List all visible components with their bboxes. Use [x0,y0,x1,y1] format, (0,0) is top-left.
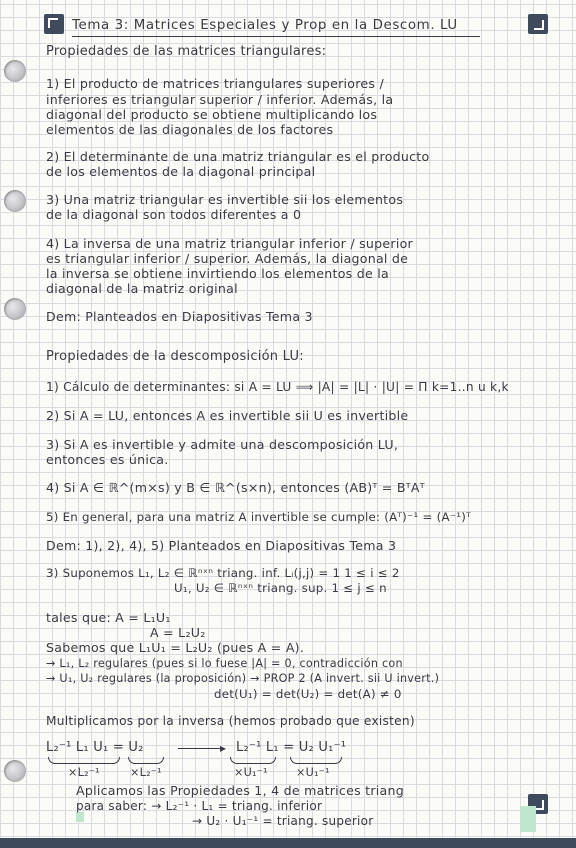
multiplier-1: ×L₂⁻¹ [68,766,100,779]
binder-hole-1 [4,60,26,82]
bottom-right-mint-strip [520,806,536,832]
page-title: Tema 3: Matrices Especiales y Prop en la Descom. LU [72,18,458,33]
s2-line-2: 2) Si A = LU, entonces A es invertible sii U es invertible [46,408,409,423]
s1-line-5: 2) El determinante de una matriz triangular es el producto [46,149,430,164]
s1-line-7: 3) Una matriz triangular es invertible sii los elementos [46,192,404,207]
proof-line-1: 3) Suponemos L₁, L₂ ∈ ℝⁿˣⁿ triang. inf. Lᵢ(j,j) = 1 1 ≤ i ≤ 2 [46,566,400,580]
section2-heading: Propiedades de la descomposición LU: [46,349,304,364]
proof-conclusion-1: Aplicamos las Propiedades 1, 4 de matrices triang [76,783,404,798]
proof-conclusion-3: → U₂ · U₁⁻¹ = triang. superior [192,814,374,828]
s2-line-3: 3) Si A es invertible y admite una descomposición LU, [46,437,399,452]
page-bottom-edge [0,838,576,848]
multiplier-4: ×U₁⁻¹ [296,766,330,779]
binder-hole-4 [4,760,26,782]
equation-left: L₂⁻¹ L₁ U₁ = U₂ [46,740,144,755]
s1-line-2: inferiores es triangular superior / inferior. Además, la [46,92,394,107]
s2-line-6: 5) En general, para una matriz A invertible se cumple: (Aᵀ)⁻¹ = (A⁻¹)ᵀ [46,510,471,524]
brace-2 [128,757,164,764]
equation-arrow-head: ▸ [220,741,227,755]
s1-line-3: diagonal del producto se obtiene multiplicando los [46,107,378,122]
proof-line-8: det(U₁) = det(U₂) = det(A) ≠ 0 [214,687,402,701]
s1-line-8: de la diagonal son todos diferentes a 0 [46,207,302,222]
title-underline [72,36,480,37]
brace-3 [230,757,276,764]
s2-line-1: 1) Cálculo de determinantes: si A = LU ⟹ |A| = |L| · |U| = Π k=1..n u k,k [46,380,509,394]
binder-hole-3 [4,298,26,320]
s1-dem: Dem: Planteados en Diapositivas Tema 3 [46,309,313,324]
top-left-tab-icon [44,14,64,34]
proof-line-6: → L₁, L₂ regulares (pues si lo fuese |A| = 0, contradicción con [46,657,403,670]
proof-line-7: → U₁, U₂ regulares (la proposición) → PROP 2 (A invert. sii U invert.) [46,672,440,685]
s1-line-11: la inversa se obtiene invirtiendo los elementos de la [46,266,389,281]
multiplier-3: ×U₁⁻¹ [234,766,268,779]
s2-dem: Dem: 1), 2), 4), 5) Planteados en Diapositivas Tema 3 [46,538,397,553]
binder-hole-2 [4,190,26,212]
proof-line-9: Multiplicamos por la inversa (hemos probado que existen) [46,714,415,728]
s1-line-9: 4) La inversa de una matriz triangular inferior / superior [46,236,413,251]
top-right-tab-icon [528,14,548,34]
equation-right: L₂⁻¹ L₁ = U₂ U₁⁻¹ [236,740,347,755]
s1-line-10: es triangular inferior / superior. Además, la diagonal de [46,251,409,266]
equation-arrow [178,748,224,749]
s2-line-5: 4) Si A ∈ ℝ^(m×s) y B ∈ ℝ^(s×n), entonces (AB)ᵀ = BᵀAᵀ [46,480,425,495]
proof-conclusion-2: para saber: → L₂⁻¹ · L₁ = triang. inferior [76,799,323,813]
bottom-left-mint-mark [76,812,84,822]
s1-line-1: 1) El producto de matrices triangulares superiores / [46,76,384,91]
s1-line-12: diagonal de la matriz original [46,281,238,296]
proof-line-5: Sabemos que L₁U₁ = L₂U₂ (pues A = A). [46,640,305,655]
proof-line-3: tales que: A = L₁U₁ [46,610,171,625]
section1-heading: Propiedades de las matrices triangulares: [46,44,327,59]
proof-line-2: U₁, U₂ ∈ ℝⁿˣⁿ triang. sup. 1 ≤ j ≤ n [174,581,387,595]
proof-line-4: A = L₂U₂ [150,625,206,640]
brace-1 [48,757,120,764]
brace-4 [290,757,342,764]
s1-line-4: elementos de las diagonales de los factores [46,122,334,137]
s1-line-6: de los elementos de la diagonal principal [46,164,316,179]
multiplier-2: ×L₂⁻¹ [130,766,162,779]
s2-line-4: entonces es única. [46,452,169,467]
